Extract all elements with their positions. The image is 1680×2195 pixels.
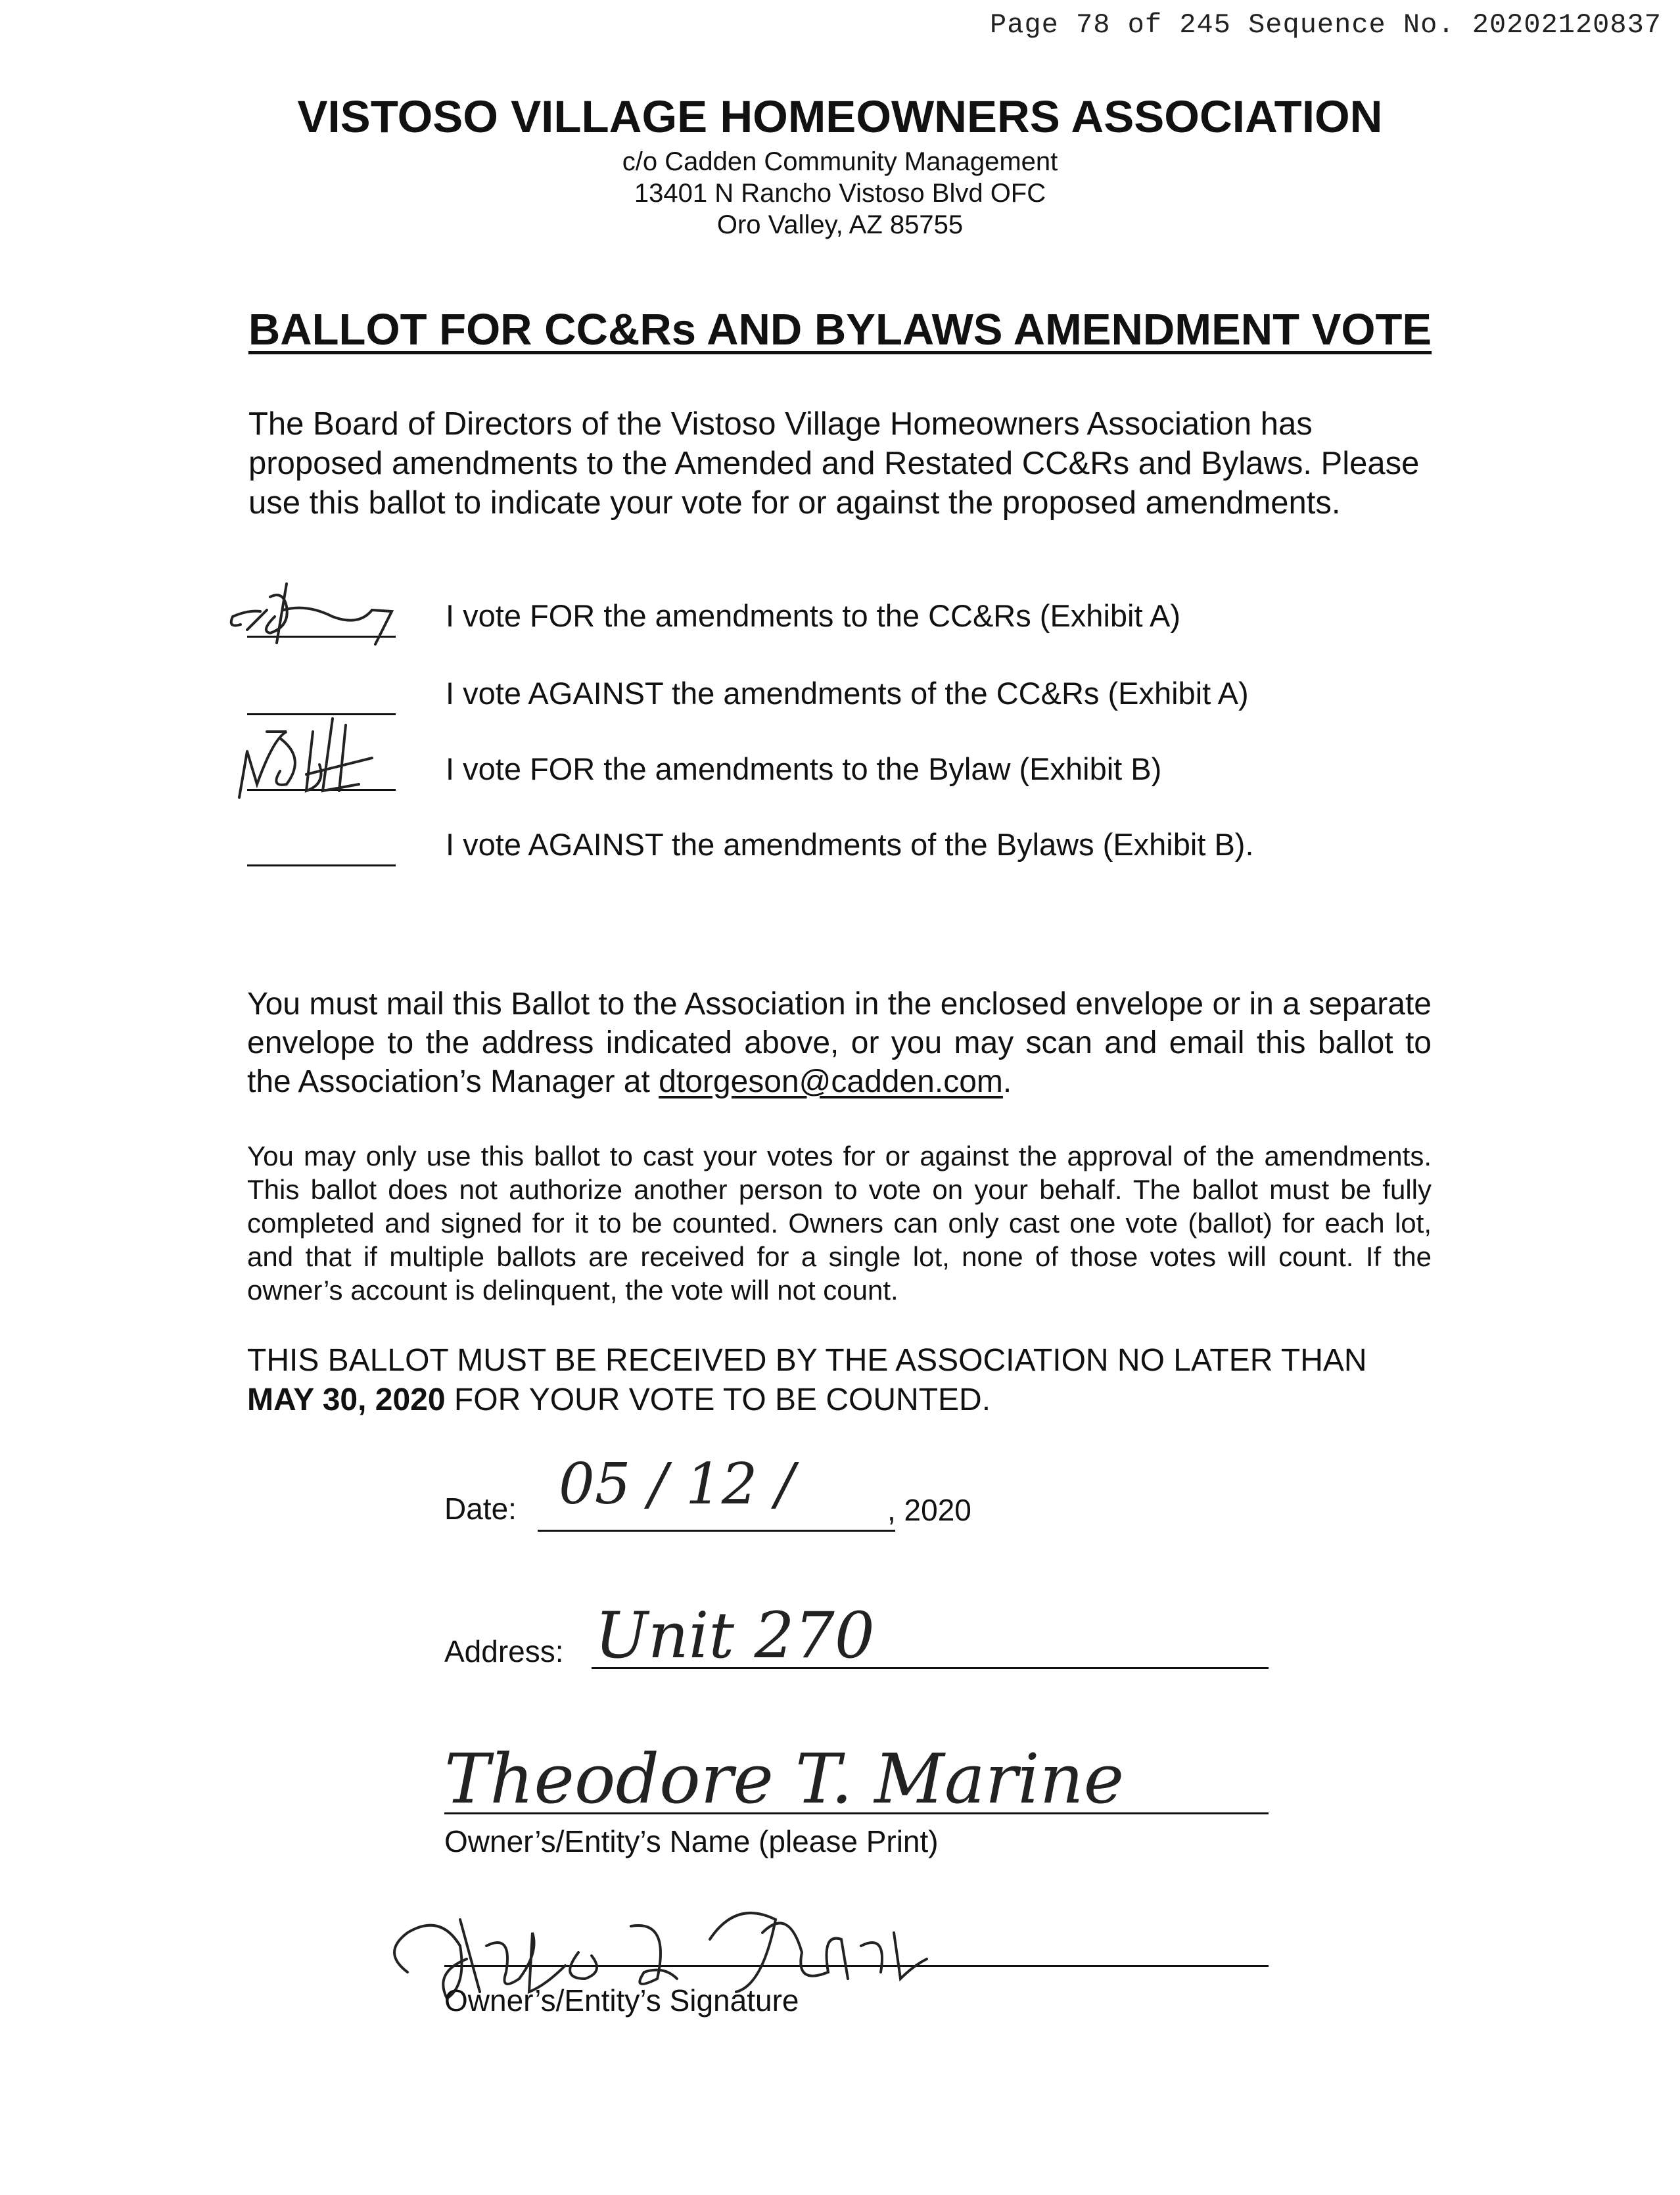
handwritten-initials-mark bbox=[208, 712, 405, 811]
care-of-line: c/o Cadden Community Management bbox=[622, 147, 1058, 176]
vote-text: I vote AGAINST the amendments of the Bylaws (Exhibit B). bbox=[446, 827, 1254, 862]
deadline-date: MAY 30, 2020 bbox=[247, 1382, 446, 1417]
vote-row-ccrs-against bbox=[247, 674, 1430, 720]
signature-label: Owner’s/Entity’s Signature bbox=[444, 1983, 799, 2018]
recorder-stamp: Page 78 of 245 Sequence No. 20202120837 bbox=[990, 9, 1662, 41]
mail-instructions-text: You must mail this Ballot to the Association in the enclosed envelope or in a separate envelope to the address indicated above, or you may scan and email this ballot to the Association’s Manager at bbox=[247, 987, 1432, 1099]
name-label: Owner’s/Entity’s Name (please Print) bbox=[444, 1824, 939, 1858]
date-label: Date: bbox=[444, 1492, 517, 1526]
address-label: Address: bbox=[444, 1634, 564, 1668]
address-handwritten: Unit 270 bbox=[595, 1599, 875, 1672]
deadline-notice bbox=[247, 1341, 1437, 1420]
vote-row-ccrs-for bbox=[247, 597, 1430, 643]
date-year: , 2020 bbox=[887, 1493, 971, 1527]
manager-email-link[interactable]: dtorgeson@cadden.com bbox=[659, 1064, 1003, 1099]
street-line: 13401 N Rancho Vistoso Blvd OFC bbox=[634, 179, 1046, 208]
fine-print: You may only use this ballot to cast your votes for or against the approval of the amendments. This ballot does not authorize another person to vote on your behalf. The ballot must be fully completed and signed for it to be counted. Owners can only cast one vote (ballot) for each lot, and that if multiple ballots are received for a single lot, none of those votes will count. If the owner’s account is delinquent, the vote will not count. bbox=[247, 1141, 1432, 1306]
vote-text: I vote FOR the amendments to the Bylaw (Exhibit B) bbox=[446, 751, 1162, 786]
vote-text: I vote AGAINST the amendments of the CC&Rs (Exhibit A) bbox=[446, 676, 1249, 711]
intro-paragraph: The Board of Directors of the Vistoso Village Homeowners Association has proposed amendments to the Amended and Restated CC&Rs and Bylaws. Please use this ballot to indicate your vote for or against the proposed amendments. bbox=[248, 406, 1420, 521]
deadline-line1: THIS BALLOT MUST BE RECEIVED BY THE ASSOCIATION NO LATER THAN bbox=[247, 1343, 1367, 1378]
vote-text: I vote FOR the amendments to the CC&Rs (Exhibit A) bbox=[446, 598, 1180, 633]
org-name: VISTOSO VILLAGE HOMEOWNERS ASSOCIATION bbox=[297, 91, 1383, 142]
mail-instructions-end: . bbox=[1002, 1064, 1012, 1099]
date-line[interactable] bbox=[538, 1530, 895, 1532]
handwritten-initials-mark bbox=[221, 571, 411, 649]
name-handwritten: Theodore T. Marine bbox=[444, 1739, 1125, 1819]
deadline-rest: FOR YOUR VOTE TO BE COUNTED. bbox=[445, 1382, 991, 1417]
ballot-title: BALLOT FOR CC&Rs AND BYLAWS AMENDMENT VOTE bbox=[248, 305, 1432, 354]
mail-instructions bbox=[247, 985, 1432, 1101]
vote-blank[interactable] bbox=[247, 864, 396, 866]
city-line: Oro Valley, AZ 85755 bbox=[716, 210, 964, 239]
vote-row-bylaws-for bbox=[247, 750, 1430, 796]
deadline-line2 bbox=[247, 1381, 1437, 1420]
vote-row-bylaws-against bbox=[247, 826, 1430, 872]
date-handwritten: 05 / 12 / bbox=[559, 1452, 795, 1517]
